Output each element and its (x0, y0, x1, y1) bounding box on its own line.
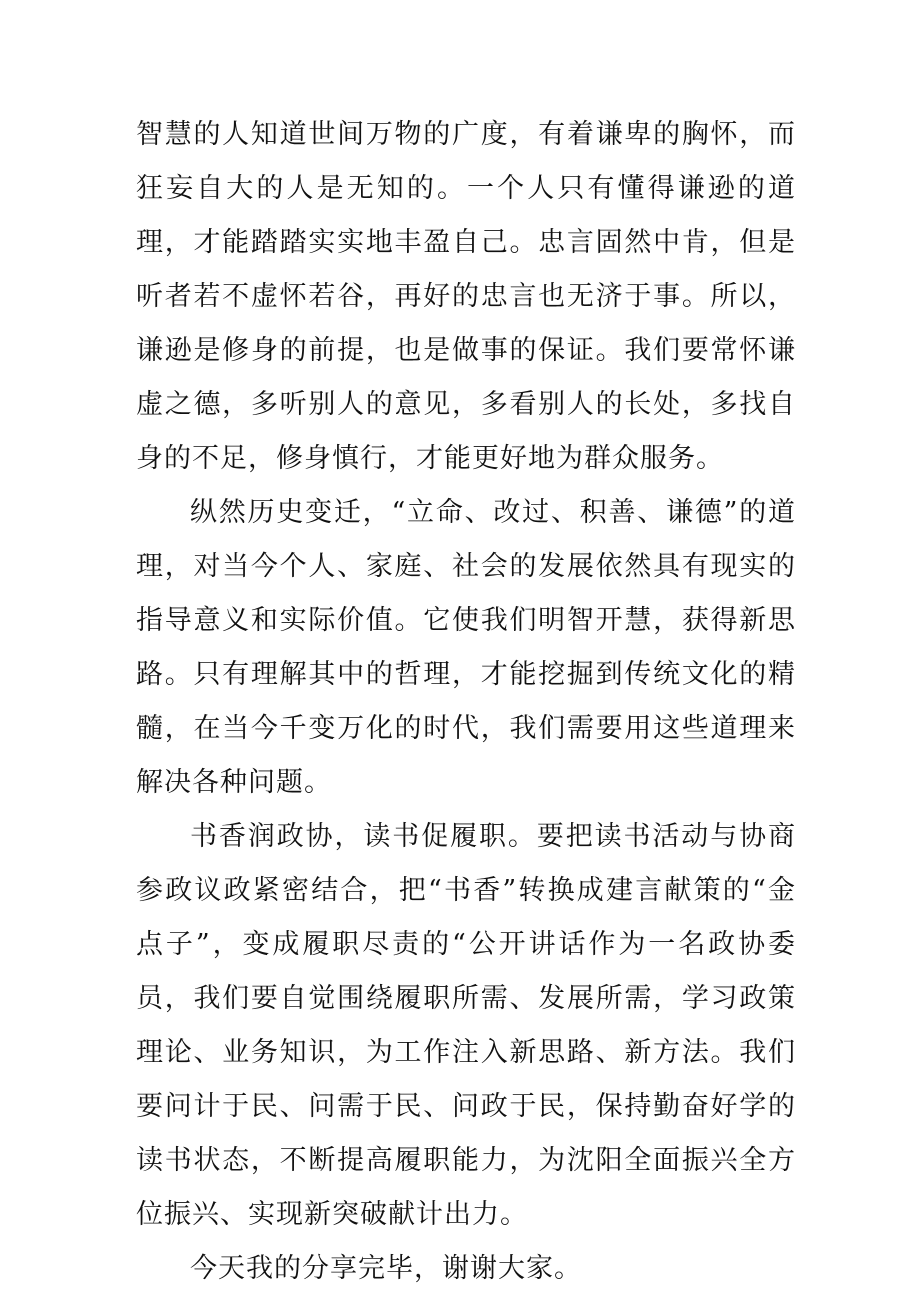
paragraph-reading: 书香润政协，读书促履职。要把读书活动与协商参政议政紧密结合，把“书香”转换成建言献策的“金点子”，变成履职尽责的“公开讲话作为一名政协委员，我们要自觉围绕履职所需、发展所需，学习政策理论、业务知识，为工作注入新思路、新方法。我们要问计于民、问需于民、问政于民，保持勤奋好学的读书状态，不断提高履职能力，为沈阳全面振兴全方位振兴、实现新突破献计出力。 (136, 821, 796, 1230)
paragraph-history: 纵然历史变迁，“立命、改过、积善、谦德”的道理，对当今个人、家庭、社会的发展依然具有现实的指导意义和实际价值。它使我们明智开慧，获得新思路。只有理解其中的哲理，才能挖掘到传统文化的精髓，在当今千变万化的时代，我们需要用这些道理来解决各种问题。 (136, 497, 796, 798)
paragraph-continuation: 智慧的人知道世间万物的广度，有着谦卑的胸怀，而狂妄自大的人是无知的。一个人只有懂得谦逊的道理，才能踏踏实实地丰盈自己。忠言固然中肯，但是听者若不虚怀若谷，再好的忠言也无济于事。所以，谦逊是修身的前提，也是做事的保证。我们要常怀谦虚之德，多听别人的意见，多看别人的长处，多找自身的不足，修身慎行，才能更好地为群众服务。 (136, 119, 796, 474)
paragraph-closing: 今天我的分享完毕，谢谢大家。 (190, 1253, 582, 1284)
document-body (136, 108, 796, 1296)
